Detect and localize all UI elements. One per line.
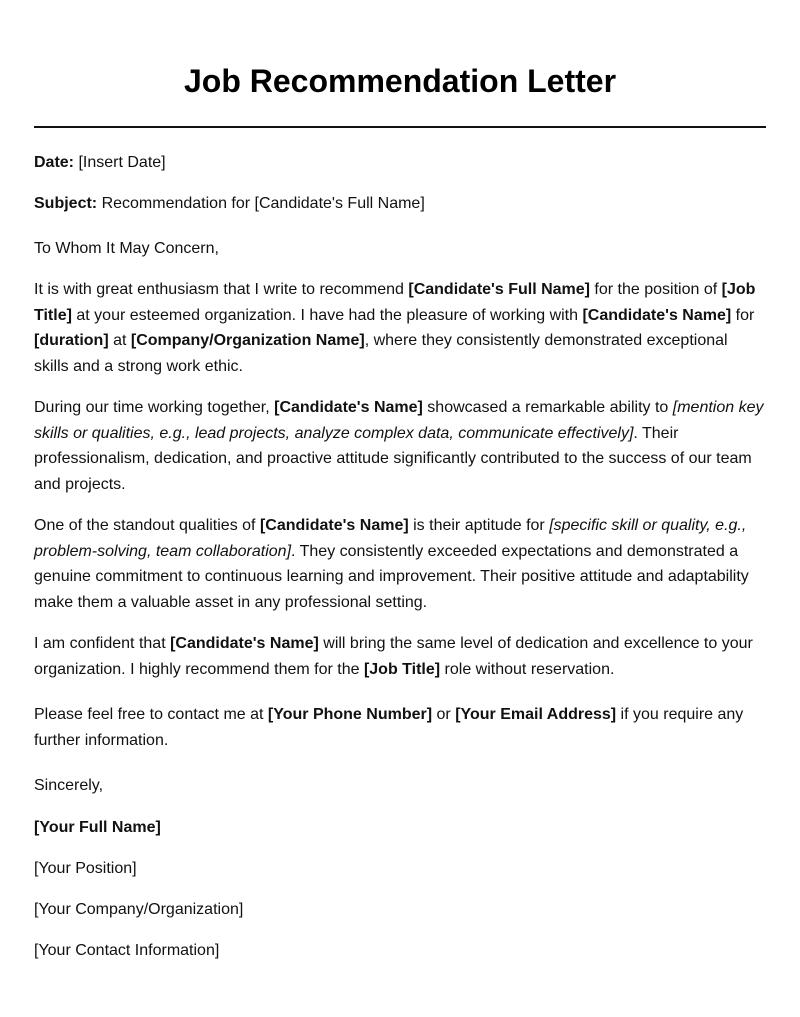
duration-placeholder: [duration] [34,332,109,350]
document-title: Job Recommendation Letter [183,63,617,99]
paragraph-text: . Their professionalism, dedication, and proactive attitude significantly contributed to the success of our team and projects. [34,424,752,493]
phone-number-placeholder: [Your Phone Number] [267,706,433,724]
date-value: [Insert Date] [74,154,166,171]
date-line [34,150,766,176]
paragraph-text: will bring the same level of dedication and excellence to your organization. I highly recommend them for the [34,634,753,678]
paragraph-qualities [34,513,766,615]
email-address-placeholder: [Your Email Address] [455,706,617,724]
paragraph-text: During our time working together, [34,399,275,417]
paragraph-text: It is with great enthusiasm that I write to recommend [34,281,409,299]
paragraph-text: is their aptitude for [408,517,550,535]
paragraph-text: showcased a remarkable ability to [422,399,673,417]
paragraph-text: at [108,332,131,350]
paragraph-confidence [34,631,766,682]
signature-name-text: [Your Full Name] [34,818,161,836]
subject-label: Subject: [34,194,98,212]
candidate-name-placeholder: [Candidate's Name] [274,399,423,417]
paragraph-contact [34,702,766,753]
paragraph-text: at your esteemed organization. I have had the pleasure of working with [71,306,583,324]
signature-name [34,815,766,841]
closing: Sincerely, [34,777,104,795]
title-divider [34,126,766,128]
company-name-placeholder: [Company/Organization Name] [130,332,365,350]
salutation: To Whom It May Concern, [34,240,219,258]
paragraph-text: or [432,706,456,724]
job-title-placeholder: [Job Title] [34,281,756,324]
paragraph-text: I am confident that [34,634,171,652]
paragraph-text: if you require any further information. [34,706,744,749]
date-label: Date: [34,154,75,171]
paragraph-text: for [731,306,755,324]
paragraph-text: . They consistently exceeded expectations and demonstrated a genuine commitment to continuous learning and improvement. Their positive attitude and adaptability make them a valuable asset in any professional setting. [34,542,749,611]
subject-line [34,191,766,217]
skills-placeholder: [mention key skills or qualities, e.g., lead projects, analyze complex data, communicate effectively] [34,399,764,442]
candidate-name-placeholder: [Candidate's Name] [170,634,319,652]
paragraph-intro [34,277,766,379]
paragraph-text: One of the standout qualities of [34,517,260,535]
candidate-name-placeholder: [Candidate's Name] [259,517,409,535]
paragraph-text: , where they consistently demonstrated exceptional skills and a strong work ethic. [34,332,728,376]
subject-value: Recommendation for [Candidate's Full Name] [97,194,425,212]
quality-placeholder: [specific skill or quality, e.g., problem-solving, team collaboration] [34,517,747,560]
signature-company: [Your Company/Organization] [34,901,244,919]
signature-contact-info: [Your Contact Information] [34,942,220,960]
job-title-placeholder: [Job Title] [363,660,441,678]
paragraph-text: Please feel free to contact me at [34,706,268,724]
paragraph-text: role without reservation. [440,660,615,678]
paragraph-text: for the position of [589,281,722,299]
paragraph-skills [34,395,766,497]
signature-position: [Your Position] [34,859,137,877]
candidate-name-placeholder: [Candidate's Name] [582,306,732,324]
candidate-full-name-placeholder: [Candidate's Full Name] [408,281,590,299]
